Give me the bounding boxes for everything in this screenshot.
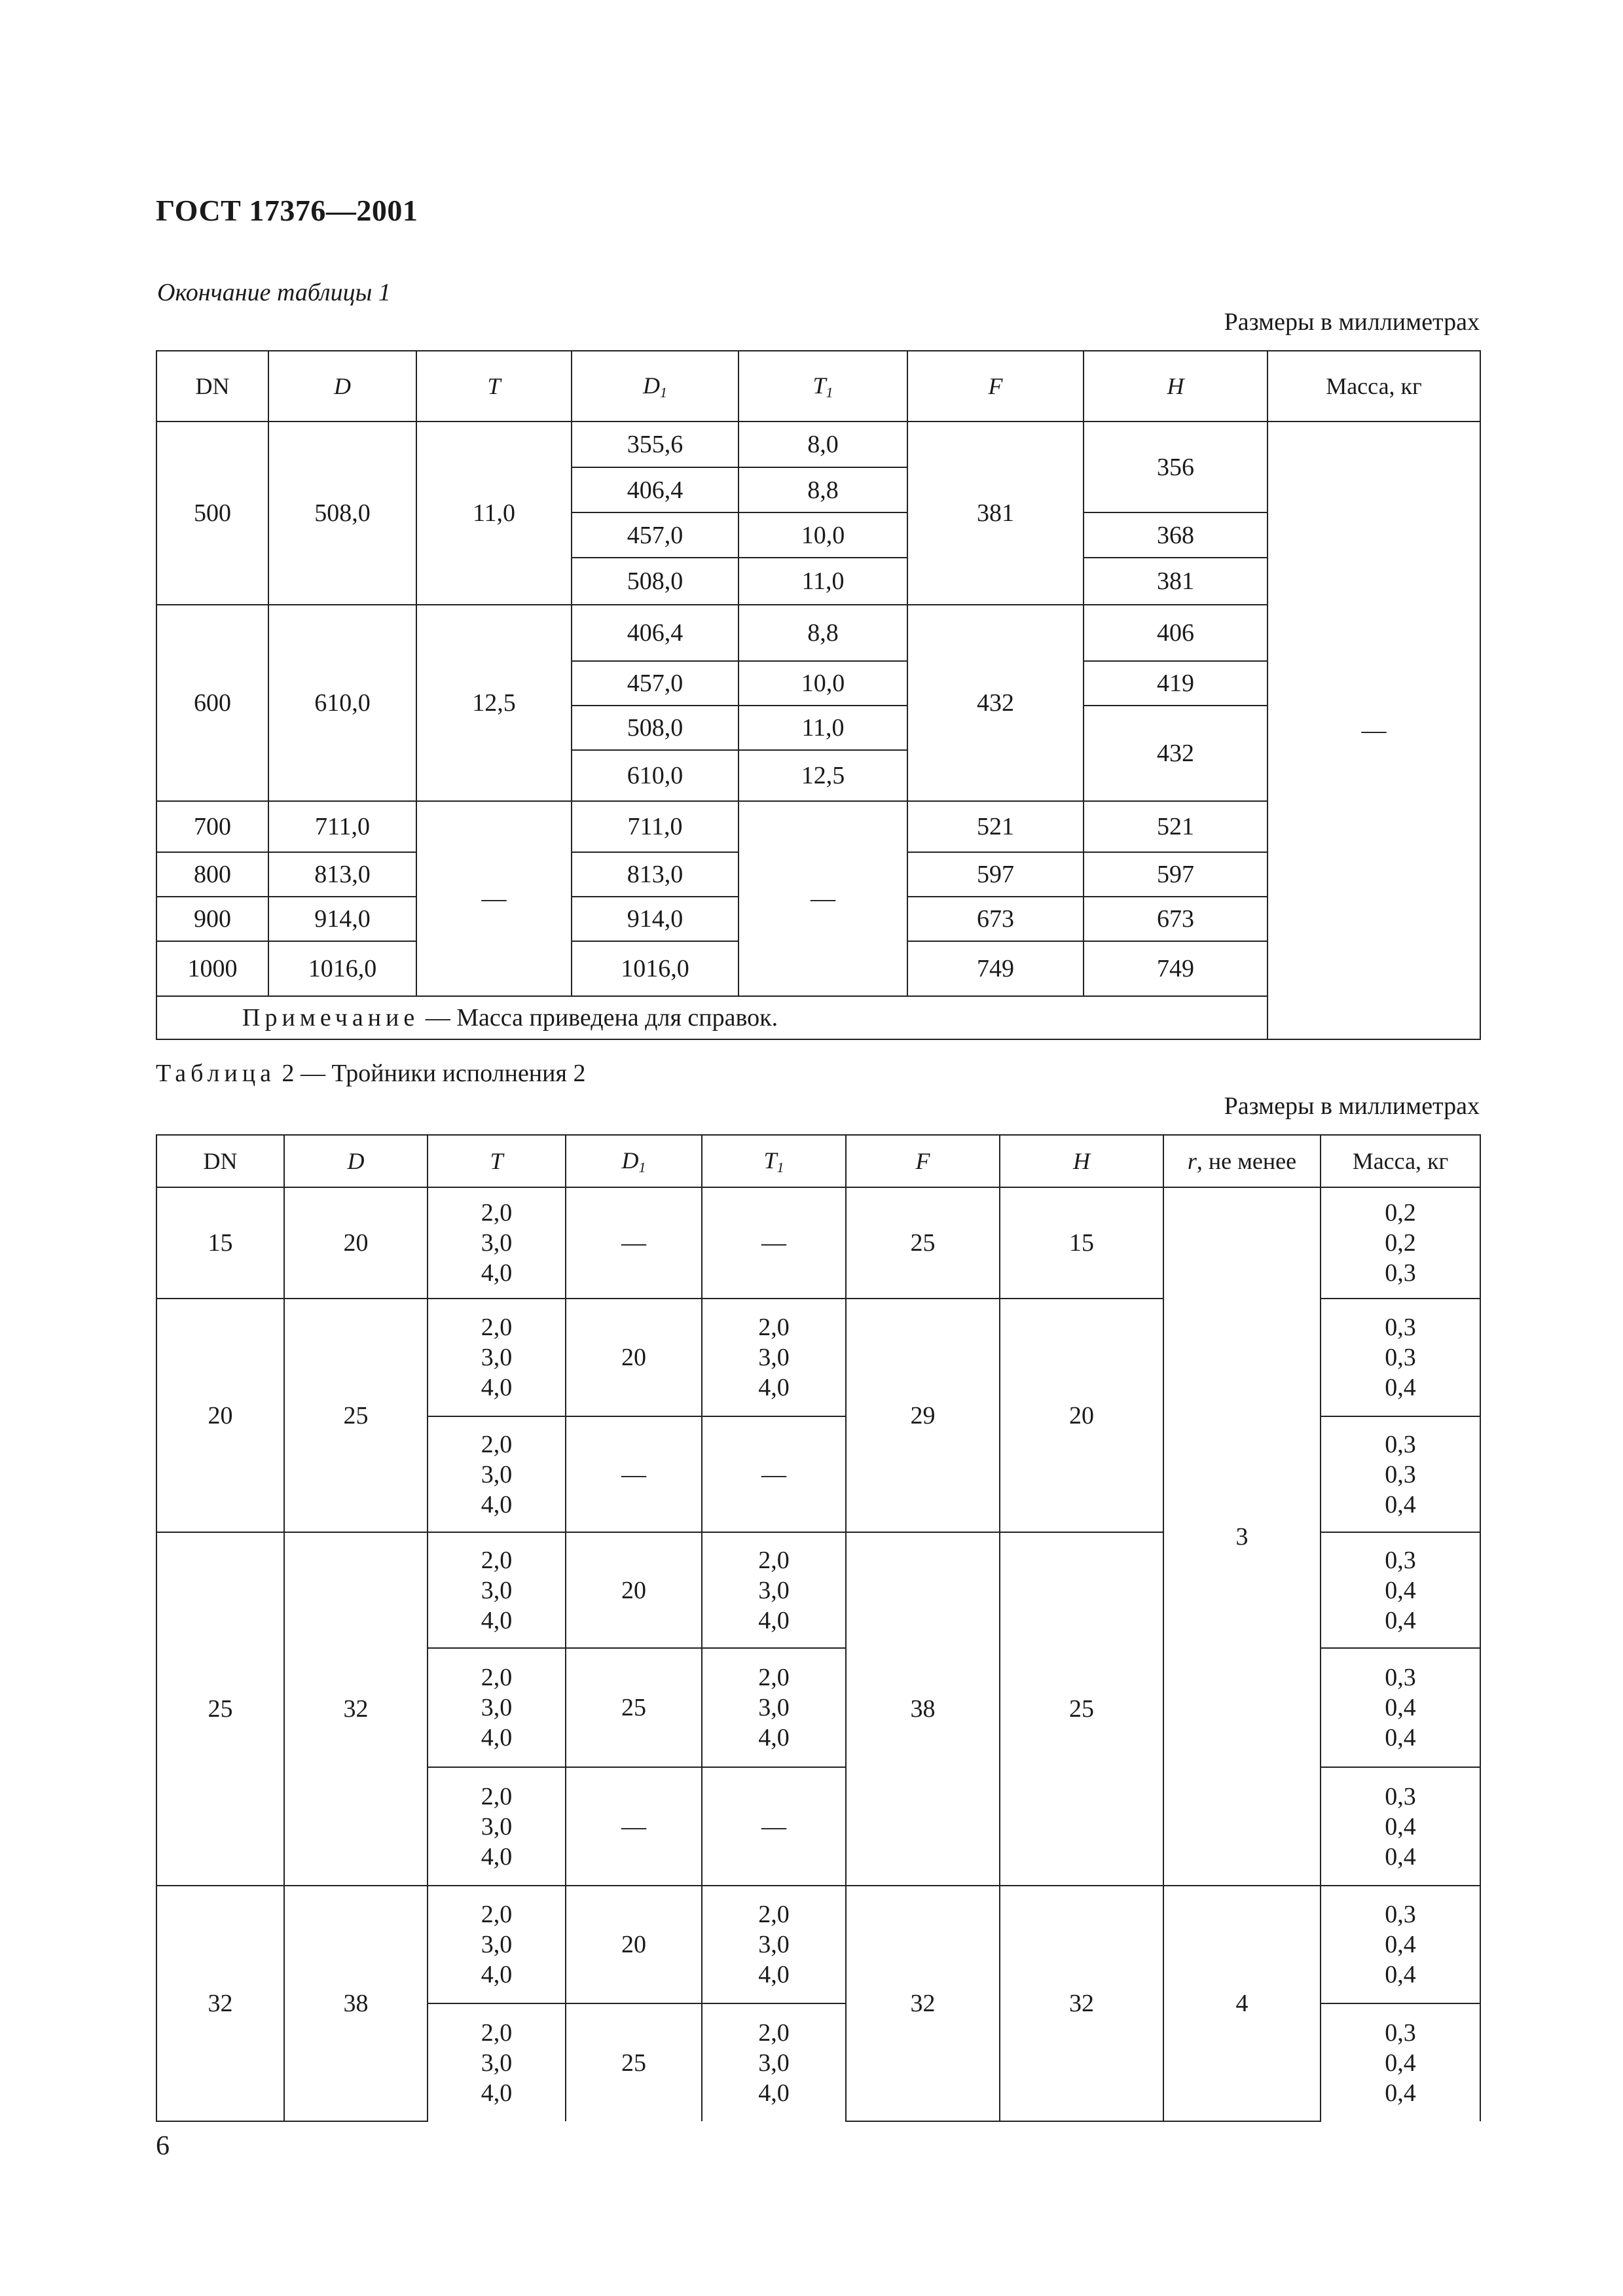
cell-h: 749: [1084, 941, 1267, 996]
table1-note-row: [156, 996, 1480, 1039]
cell-d1: 406,4: [572, 605, 739, 661]
cell-t1: —: [702, 1767, 846, 1886]
table2-caption: [156, 1059, 585, 1088]
cell-d1: 20: [566, 1299, 702, 1416]
cell-t: 2,0 3,0 4,0: [428, 1187, 566, 1299]
col-header-d: D: [284, 1135, 428, 1187]
cell-mass: 0,3 0,4 0,4: [1321, 1532, 1480, 1648]
cell-d: 38: [284, 1886, 428, 2121]
cell-d1: 25: [566, 1648, 702, 1767]
cell-h: 419: [1084, 661, 1267, 706]
col-header-t1: $T_1$: [702, 1135, 846, 1187]
cell-f: 32: [846, 1886, 1000, 2121]
cell-dn: 20: [156, 1299, 284, 1532]
col-header-d1: $D_1$: [566, 1135, 702, 1187]
table-row: [156, 1886, 1480, 2003]
cell-h: 368: [1084, 512, 1267, 558]
cell-dn: 1000: [156, 941, 268, 996]
cell-d1: 711,0: [572, 801, 739, 852]
cell-h: 432: [1084, 706, 1267, 801]
cell-t1: —: [739, 801, 907, 996]
cell-t1: 2,0 3,0 4,0: [702, 1299, 846, 1416]
cell-f: 38: [846, 1532, 1000, 1886]
cell-d1: —: [566, 1767, 702, 1886]
cell-h: 673: [1084, 897, 1267, 941]
cell-f: 597: [907, 852, 1084, 897]
cell-mass: 0,2 0,2 0,3: [1321, 1187, 1480, 1299]
page-number: 6: [156, 2131, 170, 2161]
col-header-d: D: [268, 351, 416, 422]
table-note: [156, 996, 1480, 1039]
cell-t1: 11,0: [739, 558, 907, 605]
cell-d1: 457,0: [572, 661, 739, 706]
cell-d1: 355,6: [572, 422, 739, 467]
cell-t: 2,0 3,0 4,0: [428, 1416, 566, 1532]
cell-dn: 900: [156, 897, 268, 941]
col-header-f: F: [907, 351, 1084, 422]
cell-f: 749: [907, 941, 1084, 996]
col-header-h: H: [1000, 1135, 1163, 1187]
cell-t: 2,0 3,0 4,0: [428, 2003, 566, 2121]
cell-d1: 508,0: [572, 558, 739, 605]
cell-t: 2,0 3,0 4,0: [428, 1299, 566, 1416]
cell-t: 2,0 3,0 4,0: [428, 1532, 566, 1648]
cell-dn: 600: [156, 605, 268, 801]
cell-dn: 700: [156, 801, 268, 852]
col-header-t: T: [428, 1135, 566, 1187]
cell-t1: 10,0: [739, 661, 907, 706]
cell-mass: —: [1267, 422, 1480, 1039]
document-header: ГОСТ 17376—2001: [156, 194, 418, 227]
cell-t: 2,0 3,0 4,0: [428, 1767, 566, 1886]
table2-caption-label: Таблица: [156, 1060, 276, 1087]
cell-f: 432: [907, 605, 1084, 801]
note-text: — Масса приведена для справок.: [425, 1004, 778, 1031]
cell-t1: 2,0 3,0 4,0: [702, 1532, 846, 1648]
cell-t1: 2,0 3,0 4,0: [702, 1886, 846, 2003]
cell-h: 15: [1000, 1187, 1163, 1299]
cell-d1: 1016,0: [572, 941, 739, 996]
table2-units: Размеры в миллиметрах: [1224, 1092, 1480, 1120]
cell-mass: 0,3 0,3 0,4: [1321, 1299, 1480, 1416]
col-header-dn: DN: [156, 1135, 284, 1187]
cell-d1: —: [566, 1187, 702, 1299]
cell-d1: 25: [566, 2003, 702, 2121]
cell-dn: 500: [156, 422, 268, 605]
cell-h: 356: [1084, 422, 1267, 512]
col-header-f: F: [846, 1135, 1000, 1187]
cell-t1: —: [702, 1187, 846, 1299]
cell-d1: 813,0: [572, 852, 739, 897]
cell-d1: 508,0: [572, 706, 739, 750]
cell-t: 12,5: [416, 605, 572, 801]
cell-t1: —: [702, 1416, 846, 1532]
cell-f: 381: [907, 422, 1084, 605]
cell-t: 2,0 3,0 4,0: [428, 1886, 566, 2003]
cell-t: 2,0 3,0 4,0: [428, 1648, 566, 1767]
cell-t1: 8,8: [739, 467, 907, 512]
col-header-mass: Масса, кг: [1267, 351, 1480, 422]
col-header-mass: Масса, кг: [1321, 1135, 1480, 1187]
cell-f: 521: [907, 801, 1084, 852]
cell-d1: 457,0: [572, 512, 739, 558]
cell-d1: 406,4: [572, 467, 739, 512]
cell-r: 4: [1163, 1886, 1321, 2121]
cell-h: 597: [1084, 852, 1267, 897]
note-label: Примечание: [242, 1004, 420, 1031]
table-row: [156, 422, 1480, 467]
cell-d1: 20: [566, 1886, 702, 2003]
cell-d1: 20: [566, 1532, 702, 1648]
cell-mass: 0,3 0,4 0,4: [1321, 1648, 1480, 1767]
cell-d1: —: [566, 1416, 702, 1532]
col-header-t: T: [416, 351, 572, 422]
cell-h: 521: [1084, 801, 1267, 852]
cell-mass: 0,3 0,4 0,4: [1321, 1767, 1480, 1886]
cell-f: 25: [846, 1187, 1000, 1299]
cell-t1: 8,0: [739, 422, 907, 467]
cell-d: 914,0: [268, 897, 416, 941]
table-row: [156, 1187, 1480, 1299]
cell-d1: 610,0: [572, 750, 739, 801]
cell-d: 25: [284, 1299, 428, 1532]
cell-d: 813,0: [268, 852, 416, 897]
cell-t1: 12,5: [739, 750, 907, 801]
cell-t1: 2,0 3,0 4,0: [702, 1648, 846, 1767]
table1: [156, 350, 1481, 1040]
col-header-d1: $D_1$: [572, 351, 739, 422]
cell-dn: 15: [156, 1187, 284, 1299]
table2-header-row: [156, 1135, 1480, 1187]
table2-caption-text: 2 — Тройники исполнения 2: [282, 1060, 586, 1087]
table1-units: Размеры в миллиметрах: [1224, 308, 1480, 336]
cell-mass: 0,3 0,4 0,4: [1321, 1886, 1480, 2003]
cell-d: 610,0: [268, 605, 416, 801]
cell-dn: 25: [156, 1532, 284, 1886]
cell-h: 381: [1084, 558, 1267, 605]
cell-t1: 8,8: [739, 605, 907, 661]
cell-h: 32: [1000, 1886, 1163, 2121]
cell-d1: 914,0: [572, 897, 739, 941]
table1-header-row: [156, 351, 1480, 422]
col-header-h: H: [1084, 351, 1267, 422]
cell-f: 673: [907, 897, 1084, 941]
table2: [156, 1134, 1481, 2122]
cell-t1: 11,0: [739, 706, 907, 750]
col-header-t1: $T_1$: [739, 351, 907, 422]
cell-d: 1016,0: [268, 941, 416, 996]
cell-d: 711,0: [268, 801, 416, 852]
cell-t1: 10,0: [739, 512, 907, 558]
cell-h: 20: [1000, 1299, 1163, 1532]
cell-dn: 800: [156, 852, 268, 897]
cell-t: —: [416, 801, 572, 996]
col-header-dn: DN: [156, 351, 268, 422]
cell-r: 3: [1163, 1187, 1321, 1886]
cell-mass: 0,3 0,3 0,4: [1321, 1416, 1480, 1532]
table1-caption: Окончание таблицы 1: [157, 279, 391, 306]
cell-d: 20: [284, 1187, 428, 1299]
cell-t: 11,0: [416, 422, 572, 605]
cell-dn: 32: [156, 1886, 284, 2121]
cell-h: 25: [1000, 1532, 1163, 1886]
cell-f: 29: [846, 1299, 1000, 1532]
col-header-r: r, не менее: [1163, 1135, 1321, 1187]
cell-d: 508,0: [268, 422, 416, 605]
cell-t1: 2,0 3,0 4,0: [702, 2003, 846, 2121]
cell-mass: 0,3 0,4 0,4: [1321, 2003, 1480, 2121]
cell-h: 406: [1084, 605, 1267, 661]
cell-d: 32: [284, 1532, 428, 1886]
